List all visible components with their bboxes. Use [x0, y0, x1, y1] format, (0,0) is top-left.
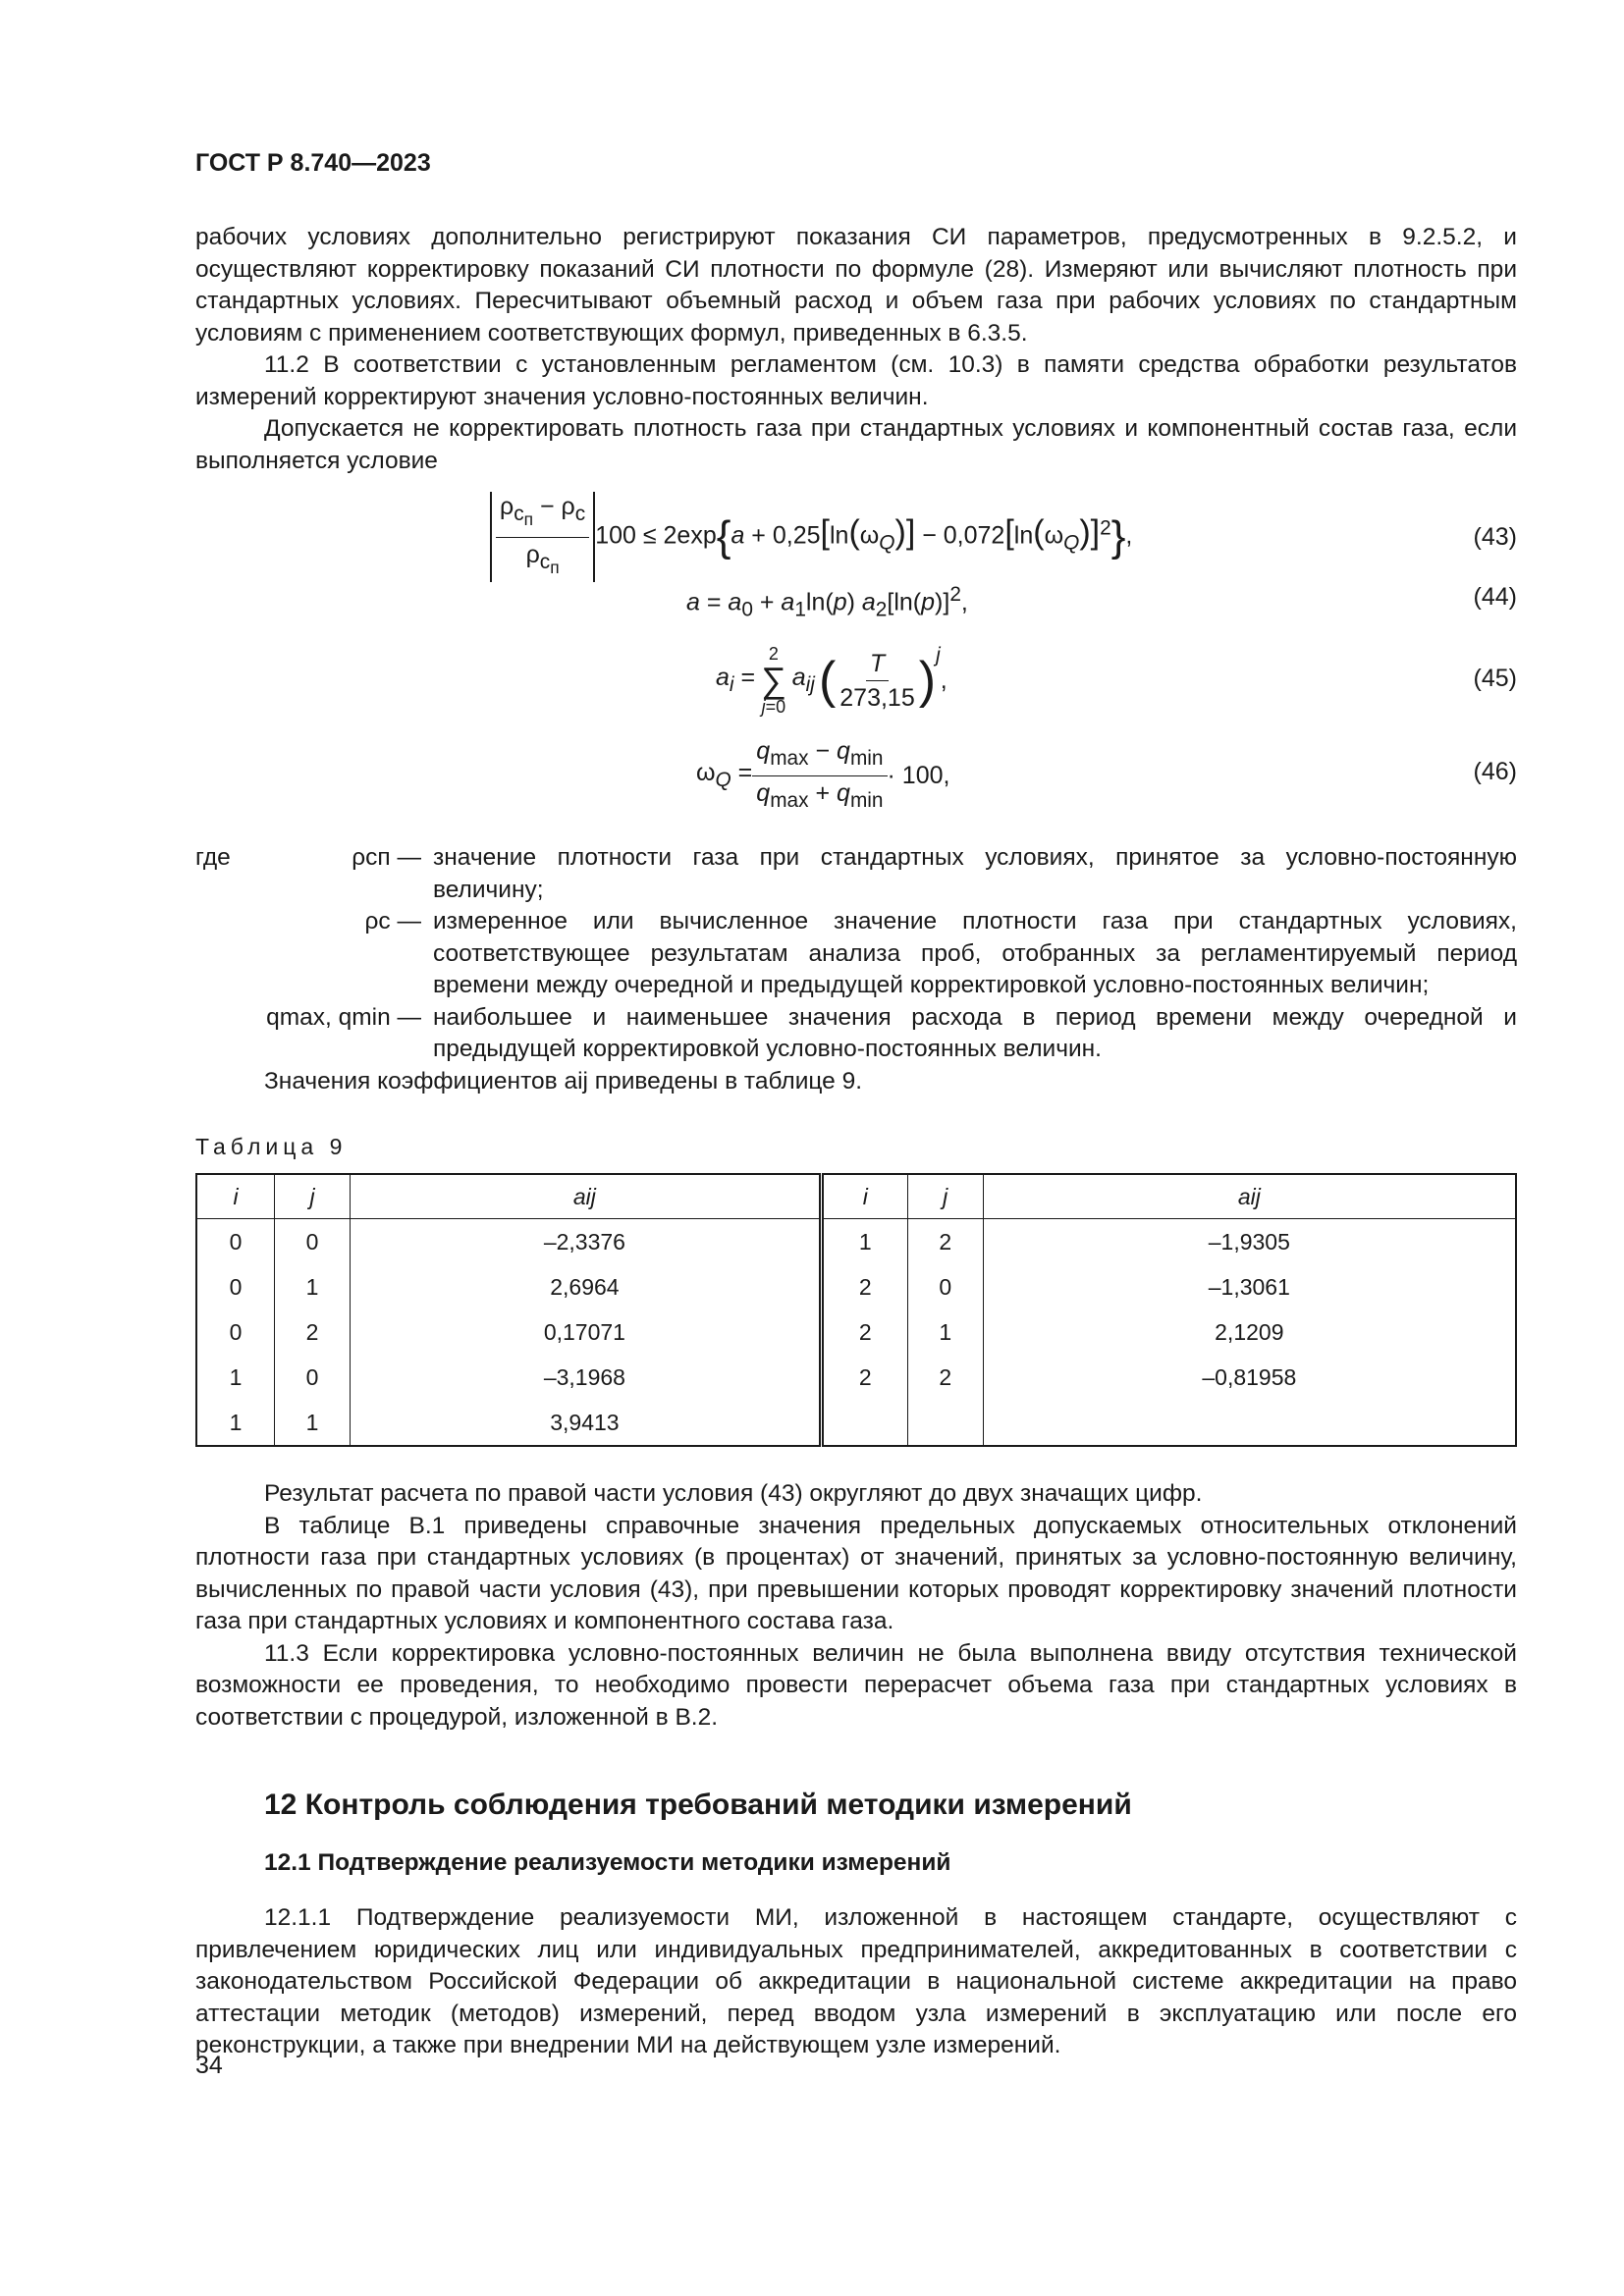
paragraph-11-3: 11.3 Если корректировка условно-постоянных величин не была выполнена ввиду отсутствия технической возможности ее проведения, то необходимо провести перерасчет объема газа при стандартных условиях в соответствии с процедурой, изложенной в В.2. [195, 1639, 1517, 1731]
table-row [196, 1400, 1516, 1446]
section-12-body [195, 1902, 1517, 2062]
table-cell: 2 [907, 1219, 983, 1265]
table-cell: 2 [821, 1355, 907, 1400]
table-cell: 2,6964 [350, 1264, 821, 1309]
table-cell [983, 1400, 1516, 1446]
table-cell: 0 [275, 1355, 351, 1400]
equation-46: $\omega_Q$ = $\frac{q_{max} - q_{min}}{q_{max} + q_{min}}$ · 100, [696, 736, 950, 812]
table-cell: –3,1968 [350, 1355, 821, 1400]
table-cell: 0 [907, 1264, 983, 1309]
top-paragraphs [195, 222, 1517, 477]
where-word: где [195, 844, 231, 871]
middle-paragraphs [195, 1478, 1517, 1734]
paragraph-rounding: Результат расчета по правой части условия (43) округляют до двух значащих цифр. [264, 1480, 1203, 1507]
table-cell: 2 [821, 1309, 907, 1355]
equation-45-number: (45) [1473, 665, 1517, 692]
table-cell: 1 [275, 1264, 351, 1309]
equation-46-number: (46) [1473, 758, 1517, 785]
definition-text: наибольшее и наименьшее значения расхода в период времени между очередной и предыдущей корректировкой условно-постоянных величин. [433, 1003, 1517, 1062]
definition-key: qmax, qmin — [266, 1003, 421, 1031]
definition-row [195, 906, 1517, 1002]
page-number: 34 [195, 2052, 223, 2079]
definition-row [195, 1002, 1517, 1066]
header-cell: aij [350, 1174, 821, 1219]
table-cell: –1,3061 [983, 1264, 1516, 1309]
header-cell: j [275, 1174, 351, 1219]
table-cell: 3,9413 [350, 1400, 821, 1446]
paragraph-table-b1: В таблице В.1 приведены справочные значения предельных допускаемых относительных отклонений плотности газа при стандартных условиях (в процентах) от значений, принятых за условно-постоянную величину, вычисленных по правой части условия (43), при превышении которых проводят корректировку значений плотности газа при стандартных условиях и компонентного состава газа. [195, 1512, 1517, 1634]
table-cell: 2 [907, 1355, 983, 1400]
equation-43: $\frac{\rho_{c_п} - \rho_c}{\rho_{c_п}}$ $100 \le 2\exp\{a + 0,25[\ln(\omega_Q)] - 0,072[\ln(\omega_Q)]^2\}$, [490, 493, 1132, 581]
definition-key: ρс — [364, 908, 421, 934]
paragraph-11-2: 11.2 В соответствии с установленным регламентом (см. 10.3) в памяти средства обработки результатов измерений корректируют значения условно-постоянных величин. [195, 351, 1517, 410]
definition-row [195, 842, 1517, 906]
header-cell: i [821, 1174, 907, 1219]
table-cell: 2,1209 [983, 1309, 1516, 1355]
table-row [196, 1264, 1516, 1309]
table-header-row [196, 1174, 1516, 1219]
table-cell: 1 [907, 1309, 983, 1355]
table-cell: 1 [275, 1400, 351, 1446]
table-cell: 0,17071 [350, 1309, 821, 1355]
equation-44: $a = a_0 + a_1\ln(p)$ $a_2[\ln(p)]^2$, [686, 583, 968, 621]
table-cell: –1,9305 [983, 1219, 1516, 1265]
table-cell: 1 [229, 1363, 243, 1390]
table-cell: 0 [229, 1228, 243, 1255]
document-header: ГОСТ Р 8.740—2023 [195, 149, 431, 177]
definition-key: ρсп — [352, 844, 421, 871]
table-cell: 2 [275, 1309, 351, 1355]
table-row [196, 1219, 1516, 1265]
table-row [196, 1355, 1516, 1400]
section-12-1-title: 12.1 Подтверждение реализуемости методики измерений [264, 1849, 951, 1876]
definitions-list [195, 842, 1517, 1097]
table-cell: 0 [275, 1219, 351, 1265]
table-row [196, 1309, 1516, 1355]
table-cell: 1 [229, 1409, 243, 1435]
equation-44-number: (44) [1473, 583, 1517, 611]
table-cell [907, 1400, 983, 1446]
table-9 [195, 1173, 1517, 1447]
table-cell: 2 [821, 1264, 907, 1309]
paragraph-condition-intro: Допускается не корректировать плотность газа при стандартных условиях и компонентный состав газа, если выполняется условие [195, 415, 1517, 474]
coefficients-note: Значения коэффициентов aij приведены в таблице 9. [264, 1067, 863, 1095]
table-cell: 0 [229, 1318, 243, 1345]
table-cell: 0 [229, 1273, 243, 1300]
header-cell: aij [983, 1174, 1516, 1219]
document-page [195, 0, 1517, 2296]
table-cell [821, 1400, 907, 1446]
definition-text: измеренное или вычисленное значение плотности газа при стандартных условиях, соответствующее результатам анализа проб, отобранных за регламентируемый период времени между очередной и предыдущей корректировкой условно-постоянных величин; [433, 908, 1517, 998]
table-caption: Таблица 9 [195, 1134, 348, 1159]
equation-43-number: (43) [1473, 523, 1517, 551]
definition-text: значение плотности газа при стандартных условиях, принятое за условно-постоянную величину; [433, 844, 1517, 903]
table-cell: –2,3376 [350, 1219, 821, 1265]
section-12-title: 12 Контроль соблюдения требований методики измерений [264, 1789, 1132, 1821]
header-cell: i [196, 1174, 275, 1219]
equation-45: $a_i$ = 2 ∑ j=0 $a_{ij}$ ( $\frac{T}{273,15}$ ) $^j$ , [716, 644, 947, 717]
table-cell: –0,81958 [983, 1355, 1516, 1400]
table-cell: 1 [821, 1219, 907, 1265]
paragraph-continued: рабочих условиях дополнительно регистрируют показания СИ параметров, предусмотренных в 9.2.5.2, и осуществляют корректировку показаний СИ плотности по формуле (28). Измеряют или вычисляют плотность при стандартных условиях. Пересчитывают объемный расход и объем газа при рабочих условиях по стандартным условиям с применением соответствующих формул, приведенных в 6.3.5. [195, 224, 1517, 347]
paragraph-12-1-1: 12.1.1 Подтверждение реализуемости МИ, изложенной в настоящем стандарте, осуществляют с привлечением юридических лиц или индивидуальных предпринимателей, аккредитованных в соответствии с законодательством Российской Федерации об аккредитации в национальной системе аккредитации на право аттестации методик (методов) измерений, перед вводом узла измерений в эксплуатацию или после его реконструкции, а также при внедрении МИ на действующем узле измерений. [195, 1904, 1517, 2058]
header-cell: j [907, 1174, 983, 1219]
